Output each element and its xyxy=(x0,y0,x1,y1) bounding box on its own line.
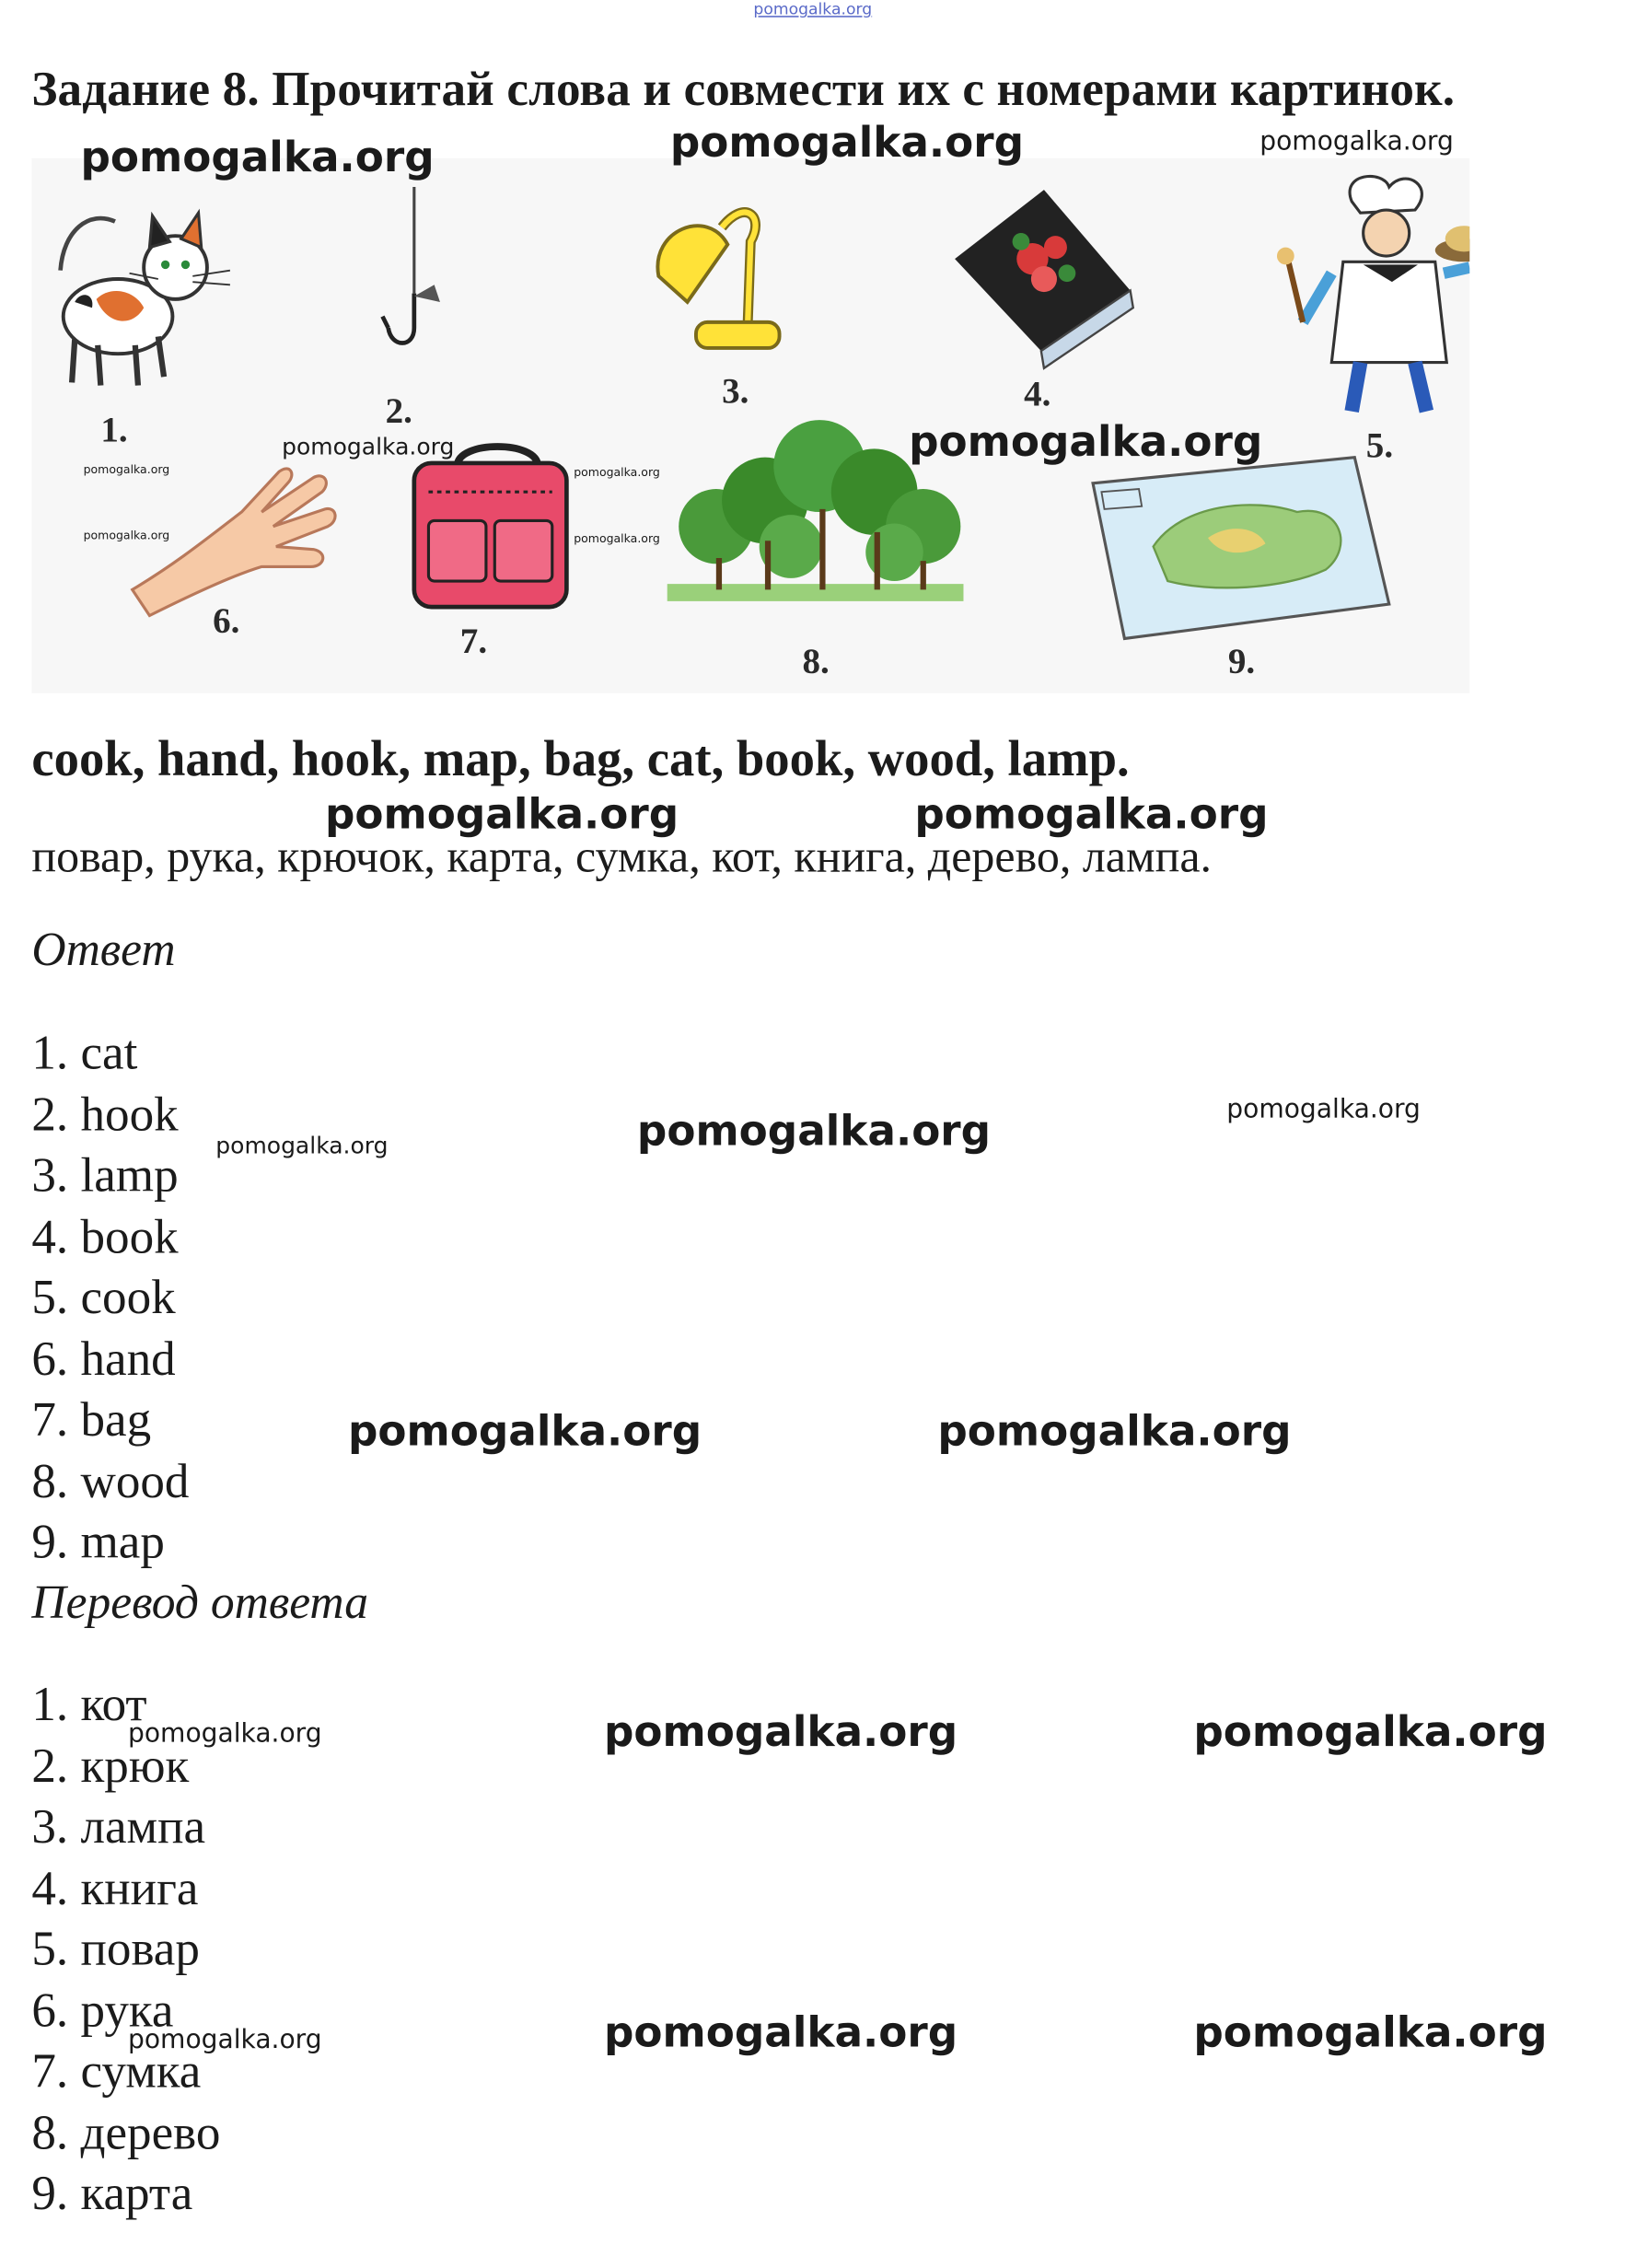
watermark: pomogalka.org xyxy=(215,1132,389,1159)
picture-number-3: 3. xyxy=(722,371,749,412)
answer-item: 6. hand xyxy=(31,1332,176,1386)
watermark: pomogalka.org xyxy=(1193,2007,1548,2057)
map-icon xyxy=(1093,458,1389,639)
watermark: pomogalka.org xyxy=(636,1106,992,1156)
watermark: pomogalka.org xyxy=(1226,1094,1421,1125)
picture-number-5: 5. xyxy=(1365,425,1394,466)
watermark: pomogalka.org xyxy=(937,1406,1292,1456)
cook-icon xyxy=(1277,176,1469,411)
watermark: pomogalka.org xyxy=(83,462,170,476)
picture-number-8: 8. xyxy=(802,641,830,681)
translation-item: 2. крюк xyxy=(31,1739,190,1793)
lamp-icon xyxy=(657,213,779,348)
watermark: pomogalka.org xyxy=(669,118,1024,168)
picture-number-7: 7. xyxy=(459,622,488,662)
watermark: pomogalka.org xyxy=(324,789,679,839)
hook-icon xyxy=(382,187,439,343)
watermark: pomogalka.org xyxy=(347,1406,702,1456)
picture-number-4: 4. xyxy=(1024,374,1051,414)
watermark: pomogalka.org xyxy=(1193,1706,1548,1757)
picture-number-6: 6. xyxy=(213,601,240,642)
answer-item: 1. cat xyxy=(31,1027,138,1080)
picture-number-1: 1. xyxy=(100,410,128,450)
bag-icon xyxy=(414,447,567,607)
watermark: pomogalka.org xyxy=(1259,126,1454,157)
watermark: pomogalka.org xyxy=(83,529,170,542)
answer-item: 8. wood xyxy=(31,1454,190,1508)
translation-item: 8. дерево xyxy=(31,2106,221,2160)
answer-item: 3. lamp xyxy=(31,1148,179,1203)
watermark: pomogalka.org xyxy=(80,132,435,181)
watermark: pomogalka.org xyxy=(603,1706,958,1757)
watermark: pomogalka.org xyxy=(574,466,660,480)
answer-item: 2. hook xyxy=(31,1087,179,1142)
watermark: pomogalka.org xyxy=(128,2025,322,2055)
translation-heading: Перевод ответа xyxy=(31,1577,369,1630)
translation-item: 4. книга xyxy=(31,1861,199,1915)
answer-list xyxy=(31,1024,189,1574)
answer-item: 5. cook xyxy=(31,1271,176,1325)
translation-item: 9. карта xyxy=(31,2167,193,2221)
task-title: Задание 8. Прочитай слова и совмести их с номерами картинок. xyxy=(31,63,1456,117)
site-mark-link[interactable]: pomogalka.org xyxy=(753,0,873,19)
answer-heading: Ответ xyxy=(31,925,176,977)
answer-item: 9. map xyxy=(31,1516,165,1570)
translation-item: 6. рука xyxy=(31,1983,174,2038)
words-english: cook, hand, hook, map, bag, cat, book, wood, lamp. xyxy=(31,730,1130,787)
translation-list xyxy=(31,1676,220,2226)
answer-item: 7. bag xyxy=(31,1393,152,1448)
watermark: pomogalka.org xyxy=(128,1718,322,1750)
cat-icon xyxy=(61,213,230,385)
picture-number-9: 9. xyxy=(1227,641,1256,681)
picture-number-2: 2. xyxy=(385,391,412,432)
translation-item: 3. лампа xyxy=(31,1800,206,1855)
words-russian: повар, рука, крючок, карта, сумка, кот, книга, дерево, лампа. xyxy=(31,830,1212,882)
watermark: pomogalka.org xyxy=(574,531,660,545)
translation-item: 1. кот xyxy=(31,1678,147,1732)
book-icon xyxy=(955,190,1133,368)
watermark: pomogalka.org xyxy=(603,2007,958,2057)
answer-item: 4. book xyxy=(31,1210,179,1264)
watermark: pomogalka.org xyxy=(909,416,1263,467)
watermark: pomogalka.org xyxy=(914,789,1269,839)
translation-item: 5. повар xyxy=(31,1923,200,1977)
translation-item: 7. сумка xyxy=(31,2045,202,2099)
watermark: pomogalka.org xyxy=(282,433,455,460)
